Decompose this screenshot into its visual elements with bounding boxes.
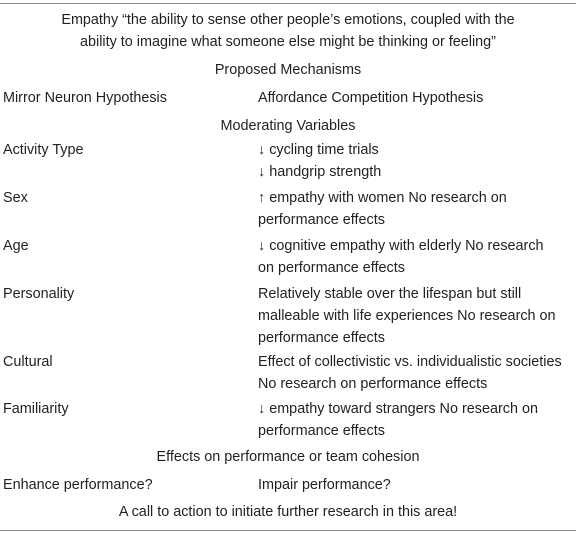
definition-line-1: Empathy “the ability to sense other people’s emotions, coupled with the: [61, 12, 515, 28]
definition-line-2: ability to imagine what someone else might be thinking or feeling”: [80, 34, 496, 50]
effect-line: performance effects: [258, 330, 385, 346]
moderator-effect-activity-type: [258, 139, 381, 183]
moderator-label-familiarity: Familiarity: [3, 401, 69, 417]
effect-line: on performance effects: [258, 260, 405, 276]
effect-line: ↓ handgrip strength: [258, 164, 382, 180]
top-rule: [0, 3, 576, 4]
effect-line: Effect of collectivistic vs. individualistic societies: [258, 354, 562, 370]
effects-heading: Effects on performance or team cohesion: [156, 449, 420, 465]
moderator-effect-age: [258, 235, 544, 279]
mechanisms-heading: Proposed Mechanisms: [214, 62, 362, 78]
moderator-label-sex: Sex: [3, 190, 28, 206]
moderators-heading: Moderating Variables: [220, 118, 356, 134]
empathy-definition: [0, 9, 576, 53]
effect-line: ↓ empathy toward strangers No research on: [258, 401, 538, 417]
effect-line: ↑ empathy with women No research on: [258, 190, 507, 206]
moderator-effect-cultural: [258, 351, 562, 395]
moderator-label-activity-type: Activity Type: [3, 142, 84, 158]
effect-line: performance effects: [258, 423, 385, 439]
mirror-neuron-hypothesis: Mirror Neuron Hypothesis: [3, 90, 167, 106]
moderator-label-age: Age: [3, 238, 29, 254]
effect-line: Relatively stable over the lifespan but still: [258, 286, 522, 302]
effect-line: malleable with life experiences No research on: [258, 308, 556, 324]
moderator-effect-personality: [258, 283, 556, 349]
moderator-label-cultural: Cultural: [3, 354, 53, 370]
affordance-competition-hypothesis: Affordance Competition Hypothesis: [258, 90, 484, 106]
moderator-effect-familiarity: [258, 398, 538, 442]
effect-line: ↓ cycling time trials: [258, 142, 379, 158]
moderator-effect-sex: [258, 187, 507, 231]
effect-line: ↓ cognitive empathy with elderly No research: [258, 238, 544, 254]
impair-performance: Impair performance?: [258, 477, 391, 493]
effect-line: performance effects: [258, 212, 385, 228]
call-to-action: A call to action to initiate further research in this area!: [118, 504, 458, 520]
bottom-rule: [0, 530, 576, 531]
moderator-label-personality: Personality: [3, 286, 75, 302]
enhance-performance: Enhance performance?: [3, 477, 153, 493]
effect-line: No research on performance effects: [258, 376, 488, 392]
